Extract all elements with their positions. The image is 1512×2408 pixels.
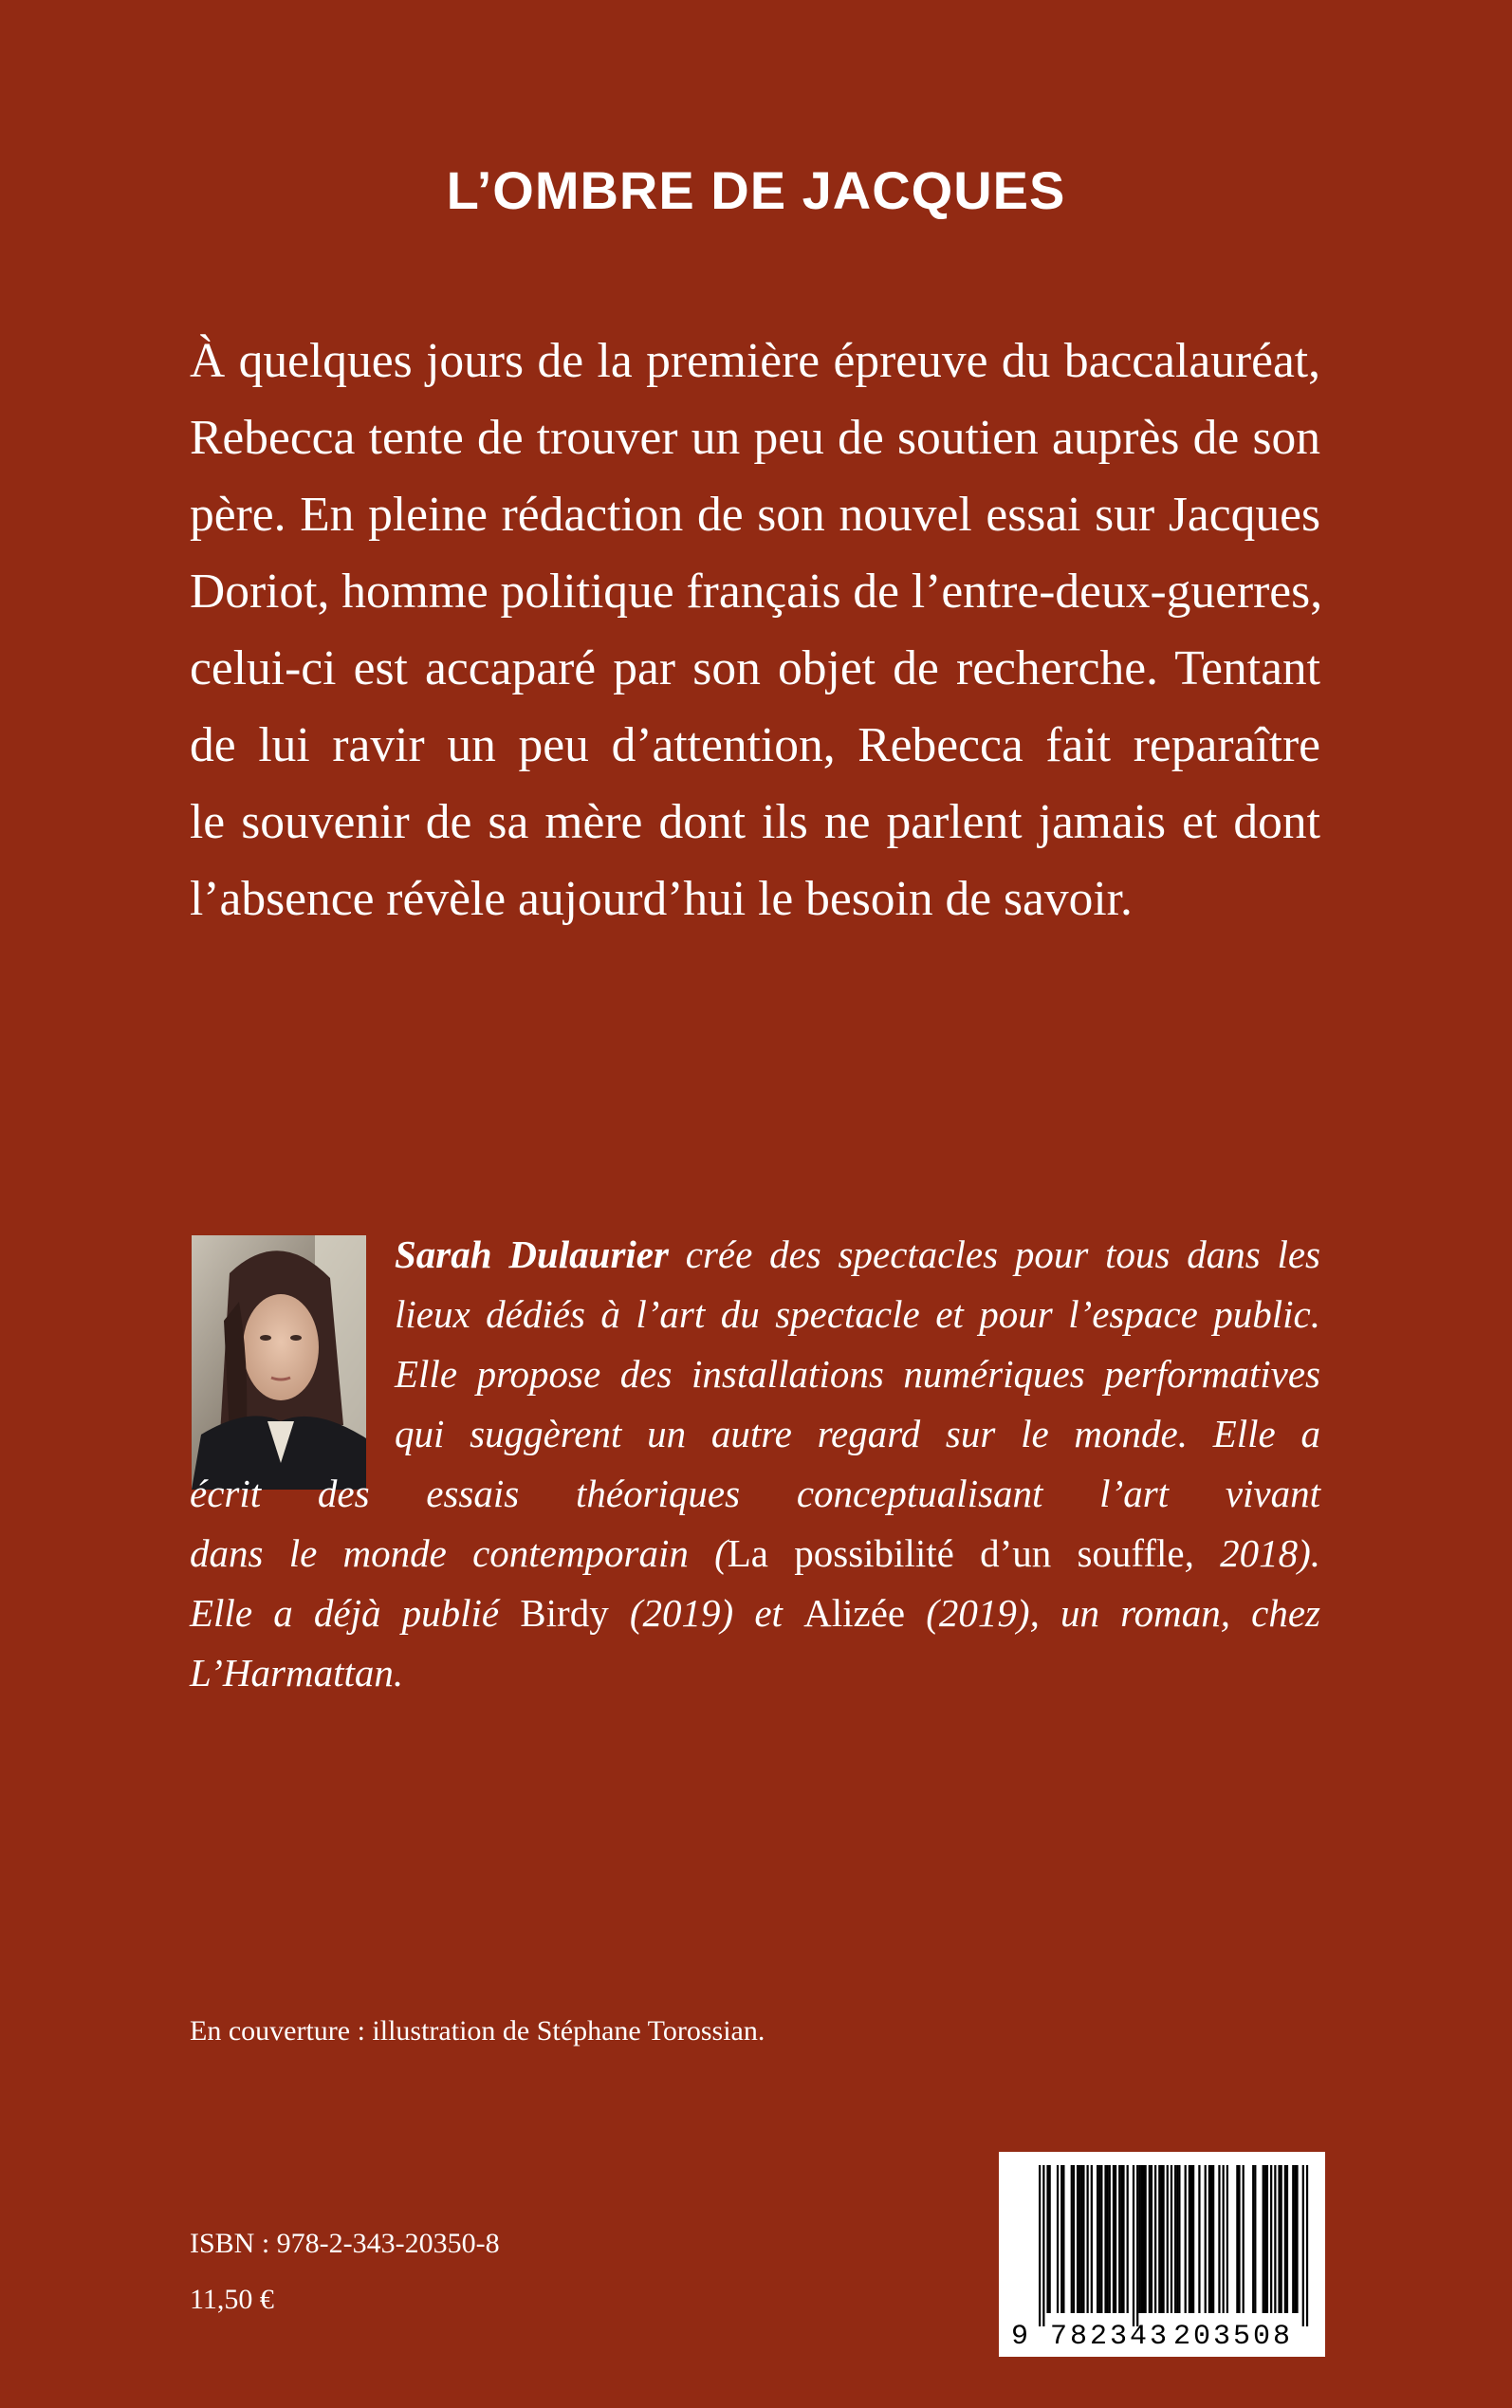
barcode	[999, 2152, 1325, 2357]
barcode-bar	[1167, 2165, 1169, 2313]
barcode-bar	[1107, 2165, 1109, 2313]
barcode-bar	[1205, 2165, 1207, 2313]
barcode-bar	[1226, 2165, 1228, 2313]
barcode-bar	[1278, 2165, 1280, 2313]
barcode-bar	[1176, 2165, 1178, 2313]
synopsis-line: À quelques jours de la première épreuve du baccalauréat,	[190, 334, 1320, 388]
synopsis-line: le souvenir de sa mère dont ils ne parlent jamais et dont	[190, 795, 1320, 849]
barcode-bar	[1136, 2165, 1138, 2326]
bio-text: dans le monde contemporain (	[190, 1531, 728, 1575]
book-title-reference: Alizée	[803, 1591, 906, 1635]
bio-line	[190, 1524, 1320, 1584]
barcode-bar	[1086, 2165, 1088, 2313]
isbn: ISBN : 978-2-343-20350-8	[190, 2228, 500, 2259]
author-name: Sarah Dulaurier	[395, 1232, 669, 1276]
synopsis-line: de lui ravir un peu d’attention, Rebecca fait reparaître	[190, 718, 1320, 772]
barcode-bar	[1263, 2165, 1264, 2313]
barcode-bar	[1212, 2165, 1214, 2313]
barcode-bar	[1138, 2165, 1140, 2313]
barcode-bar	[1185, 2165, 1187, 2313]
barcode-bar	[1264, 2165, 1266, 2313]
book-title-reference: La possibilité d’un souffle	[727, 1531, 1185, 1575]
barcode-bar	[1104, 2165, 1106, 2313]
barcode-bar	[1109, 2165, 1111, 2313]
bio-text: , 2018).	[1184, 1531, 1320, 1575]
synopsis-line: l’absence révèle aujourd’hui le besoin de savoir.	[190, 872, 1133, 926]
barcode-bar	[1302, 2165, 1304, 2326]
barcode-graphic	[999, 2152, 1325, 2357]
barcode-bar	[1149, 2165, 1151, 2313]
barcode-bar	[1171, 2165, 1172, 2313]
book-title: L’OMBRE DE JACQUES	[446, 160, 1066, 220]
barcode-bar	[1133, 2165, 1134, 2326]
barcode-bar	[1142, 2165, 1144, 2313]
barcode-bar	[1151, 2165, 1152, 2313]
barcode-bar	[1162, 2165, 1164, 2313]
barcode-bar	[1120, 2165, 1122, 2313]
barcode-bar	[1284, 2165, 1286, 2313]
synopsis-line: père. En pleine rédaction de son nouvel essai sur Jacques	[190, 488, 1320, 542]
barcode-bar	[1294, 2165, 1296, 2313]
bio-line: écrit des essais théoriques conceptualisant l’art vivant	[190, 1472, 1320, 1515]
barcode-bar	[1140, 2165, 1142, 2313]
barcode-bar	[1208, 2165, 1210, 2313]
barcode-bar	[1077, 2165, 1079, 2313]
barcode-bar	[1190, 2165, 1192, 2313]
bio-text: (2019), un roman, chez	[905, 1591, 1321, 1635]
barcode-bar	[1073, 2165, 1075, 2313]
barcode-bar	[1060, 2165, 1062, 2313]
barcode-bar	[1154, 2165, 1156, 2313]
barcode-bar	[1174, 2165, 1176, 2313]
barcode-bar	[1062, 2165, 1064, 2313]
book-title-reference: Birdy	[520, 1591, 609, 1635]
barcode-bar	[1100, 2165, 1102, 2313]
barcode-bar	[1046, 2165, 1048, 2313]
barcode-bar	[1238, 2165, 1240, 2313]
bio-text: crée des spectacles pour tous dans les	[685, 1232, 1321, 1276]
barcode-bar	[1292, 2165, 1294, 2313]
barcode-bar	[1113, 2165, 1115, 2313]
barcode-bar	[1080, 2165, 1082, 2313]
bio-line	[190, 1584, 1320, 1643]
barcode-bar	[1039, 2165, 1041, 2326]
barcode-bar	[1252, 2165, 1254, 2313]
barcode-bar	[1145, 2165, 1147, 2313]
barcode-bar	[1223, 2165, 1225, 2313]
bio-text: Elle a déjà publié	[190, 1591, 521, 1635]
bio-line: qui suggèrent un autre regard sur le monde. Elle a	[395, 1412, 1320, 1455]
barcode-bar	[1042, 2165, 1044, 2326]
barcode-bar	[1057, 2165, 1059, 2313]
barcode-bar	[1178, 2165, 1180, 2313]
barcode-bar	[1270, 2165, 1272, 2313]
barcode-bar	[1082, 2165, 1084, 2313]
barcode-bar	[1254, 2165, 1256, 2313]
synopsis-line: Rebecca tente de trouver un peu de soutien auprès de son	[190, 411, 1320, 465]
price: 11,50 €	[190, 2284, 274, 2315]
barcode-bar	[1192, 2165, 1194, 2313]
barcode-bar	[1286, 2165, 1288, 2313]
barcode-bar	[1079, 2165, 1080, 2313]
bio-line: Elle propose des installations numériques performatives	[395, 1352, 1320, 1396]
barcode-bar	[1296, 2165, 1298, 2313]
barcode-bar	[1306, 2165, 1308, 2326]
barcode-digit-first: 9	[1010, 2321, 1029, 2353]
barcode-bar	[1266, 2165, 1268, 2313]
barcode-bar	[1049, 2165, 1051, 2313]
barcode-bar	[1115, 2165, 1116, 2313]
barcode-bar	[1127, 2165, 1129, 2313]
author-bio	[190, 1225, 1320, 1703]
barcode-bar	[1189, 2165, 1190, 2313]
synopsis-line: celui-ci est accaparé par son objet de recherche. Tentant	[190, 641, 1320, 695]
cover-credit: En couverture : illustration de Stéphane Torossian.	[190, 2015, 765, 2047]
barcode-bar	[1091, 2165, 1093, 2313]
barcode-bar	[1236, 2165, 1238, 2313]
barcode-bar	[1218, 2165, 1220, 2313]
barcode-bar	[1198, 2165, 1200, 2313]
barcode-bar	[1098, 2165, 1100, 2313]
bio-line: L’Harmattan.	[190, 1651, 404, 1695]
synopsis	[190, 323, 1323, 937]
barcode-bar	[1281, 2165, 1282, 2313]
barcode-bar	[1210, 2165, 1212, 2313]
barcode-bar	[1274, 2165, 1276, 2313]
bio-line	[395, 1225, 1320, 1285]
bio-line: lieux dédiés à l’art du spectacle et pour l’espace public.	[395, 1292, 1320, 1336]
barcode-bar	[1122, 2165, 1124, 2313]
barcode-bar	[1118, 2165, 1120, 2313]
barcode-digits-right: 203508	[1172, 2321, 1294, 2353]
barcode-bar	[1160, 2165, 1162, 2313]
synopsis-line: Doriot, homme politique français de l’entre-deux-guerres,	[190, 565, 1323, 619]
barcode-bar	[1071, 2165, 1073, 2313]
bio-text: (2019) et	[608, 1591, 804, 1635]
barcode-bar	[1097, 2165, 1098, 2313]
barcode-digits-left: 782343	[1049, 2321, 1171, 2353]
barcode-bar	[1158, 2165, 1160, 2313]
barcode-bar	[1243, 2165, 1245, 2313]
